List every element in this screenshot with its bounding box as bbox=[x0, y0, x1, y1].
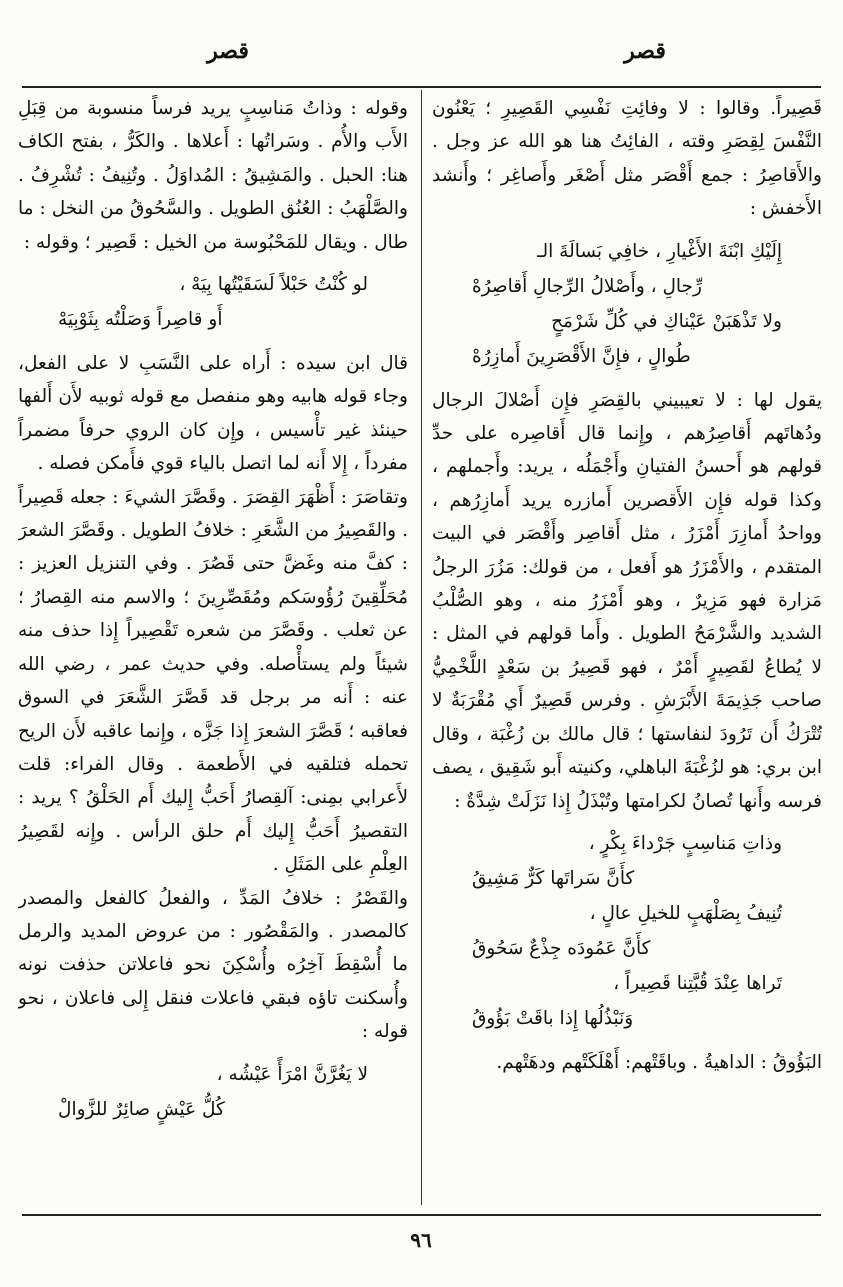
left-verse-1 bbox=[18, 267, 408, 337]
left-paragraph-3: وتقاصَرَ : أَظْهَرَ القِصَرَ . وقَصَّرَ الشيءَ : جعله قَصِيراً . والقَصِيرُ من الشَّعَرِ : خلافُ الطويل . وقَصَّرَ الشعرَ : كفَّ منه وغَضَّ حتى قَصُرَ . وفي التنزيل العزيز : مُحَلِّقِينَ رُؤُوسَكم ومُقَصِّرِينَ ؛ والاسم منه القِصارُ ؛ عن ثعلب . وقَصَّرَ من شعره تَقْصِيراً إِذا حذف منه شيئاً ولم يستأْصله. وفي حديث عمر ، رضي الله عنه : أَنه مر برجل قد قَصَّرَ الشَّعَرَ في السوق فعاقبه ؛ قَصَّرَ الشعرَ إِذا جَزَّه ، وإِنما عاقبه لأَن الريح تحمله فتلقيه في الأَطعمة . وقال الفراء: قلت لأَعرابي بمِنى: آلقِصارُ أَحَبُّ إِليك أَم الحَلْقُ ؟ يريد : التقصيرُ أَحَبُّ إِليك أَم حلق الرأس . وإِنه لقَصِيرُ العِلْمِ على المَثَلِ . bbox=[18, 486, 408, 876]
left-paragraph-4: والقَصْرُ : خلافُ المَدِّ ، والفعلُ كالفعل والمصدر كالمصدر . والمَقْصُور : من عروض المديد والرمل ما أُسْقِطَ آخِرُه وأُسْكِنَ نحو فاعلاتن حذفت نونه وأُسكنت تاؤه فبقي فاعلات فنقل إِلى فاعلان ، نحو قوله : bbox=[18, 887, 408, 1043]
verse-line: لو كُنْتُ حَبْلاً لَسَقَيْتُها بِيَهْ ، bbox=[179, 274, 368, 296]
page-number: ٩٦ bbox=[410, 1228, 432, 1252]
left-column bbox=[18, 92, 408, 1202]
verse-line: لا يَغُرَّنَّ امْرَأً عَيْشُه ، bbox=[216, 1063, 368, 1085]
verse-line: إِلَيْكِ ابْنَةَ الأَغْيارِ ، خافِي بَسالَةَ الـ bbox=[537, 240, 782, 262]
right-paragraph-2: يقول لها : لا تعيبيني بالقِصَرِ فإِن أَصْلالَ الرجال ودُهاتَهم أَقاصِرُهم ، وإِنما قال أَقاصِره على حدِّ قولهم هو أَحسنُ الفتيانِ وأَجْمَلُه ، يريد: وأَجملهم ، وكذا قوله فإِن الأَقصرين أَمازره يريد أَمازِرُهم ، وواحدُ أَمازِرَ أَمْزَرُ ، مثل أَقاصِر وأَقْصَر في البيت المتقدم ، والأَمْزَرُ هو أَفعل ، من قولك: مَزُرَ الرجلُ مَزارة فهو مَزِيرٌ ، وهو أَمْزَرُ منه ، وهو الصُّلْبُ الشديد والشَّرْمَحُ الطويل . وأَما قولهم في المثل : لا يُطاعُ لقَصِيرٍ أَمْرٌ ، فهو قَصِيرُ بن سَعْدٍ اللَّخْمِيُّ صاحب جَذِيمَةَ الأَبْرَشِ . وفرس قَصِيرٌ أَي مُقْرَبَةٌ لا تُتْرَكُ أَن تَرُودَ لنفاستها ؛ قال مالك بن زُغْبَة ، وقال ابن بري: هو لزُغْبَةَ الباهلي، وكنيته أَبو شَقِيق ، يصف فرسه وأَنها تُصانُ لكرامتها وتُبْذَلُ إِذا نَزَلَتْ شِدَّةٌ : bbox=[432, 389, 822, 812]
right-paragraph-3: البَؤُوقُ : الداهيةُ . وباقَتْهم: أَهْلَكَتْهم ودهَتْهم. bbox=[496, 1051, 822, 1073]
verse-line: وَنَبْذُلُها إِذا باقَتْ بَؤُوقُ bbox=[472, 1007, 634, 1029]
right-column bbox=[432, 92, 822, 1202]
top-rule bbox=[22, 86, 821, 88]
right-running-head: قصر bbox=[624, 38, 666, 64]
right-verse-2 bbox=[432, 826, 822, 1036]
left-paragraph-2: قال ابن سيده : أَراه على النَّسَبِ لا على الفعل، وجاء قوله هابيه وهو منفصل مع قوله ثوبيه لأَن أَلفها حينئذ غير تأْسيس ، وإِن كان الروي حرفاً مضمراً مفرداً ، إِلا أَنه لما اتصل بالياء قوي فأَمكن فصله . bbox=[18, 353, 408, 475]
verse-line: كُلُّ عَيْشٍ صائِرٌ للزَّوالْ bbox=[58, 1098, 225, 1120]
verse-line: تَراها عِنْدَ قُبَّتِنا قَصِيراً ، bbox=[613, 972, 782, 994]
verse-line: أَو قاصِراً وَصَلْتُه بِثَوْبِيَهْ bbox=[58, 309, 223, 331]
left-verse-2 bbox=[18, 1057, 408, 1127]
verse-line: كأَنَّ عَمُودَه جِذْعٌ سَحُوقُ bbox=[472, 937, 651, 959]
verse-line: ولا تَذْهَبَنْ عَيْناكِ في كُلِّ شَرْمَحٍ bbox=[551, 310, 782, 332]
left-paragraph-1: وقوله : وذاتُ مَناسِبٍ يريد فرساً منسوبة من قِبَلِ الأَب والأُم . وسَراتُها : أَعلاها . والكَرُّ ، بفتح الكاف هنا: الحبل . والمَشِيقُ : المُداوَلُ . وتُنِيفُ : تُشْرِفُ . والصَّلْهَبُ : العُنُق الطويل . والسَّحُوقُ من النخل : ما طال . ويقال للمَحْبُوسة من الخيل : قَصِير ؛ وقوله : bbox=[18, 98, 408, 253]
left-running-head: قصر bbox=[207, 38, 249, 64]
verse-line: رِّجالِ ، وأَصْلالُ الرِّجالِ أَقاصِرُهْ bbox=[472, 275, 702, 297]
verse-line: كأَنَّ سَراتَها كَرٌّ مَشِيقُ bbox=[472, 867, 635, 889]
column-divider bbox=[421, 90, 422, 1205]
right-paragraph-1: قَصِيراً. وقالوا : لا وفائِتِ نَفْسِي القَصِيرِ ؛ يَعْنُون النَّفْسَ لِقِصَرِ وقته ، الفائِتُ هنا هو الله عز وجل . والأَقاصِرُ : جمع أَقْصَر مثل أَصْغَر وأَصاغِر ؛ وأَنشد الأَخفش : bbox=[432, 98, 822, 220]
bottom-rule bbox=[22, 1214, 821, 1216]
verse-line: طُوالٍ ، فإِنَّ الأَقْصَرِينَ أَمازِرُهْ bbox=[472, 345, 691, 367]
verse-line: وذاتِ مَناسِبٍ جَرْداءَ بِكْرٍ ، bbox=[588, 832, 782, 854]
verse-line: تُنِيفُ بِصَلْهَبٍ للخيلِ عالٍ ، bbox=[589, 902, 782, 924]
right-verse-1 bbox=[432, 234, 822, 374]
